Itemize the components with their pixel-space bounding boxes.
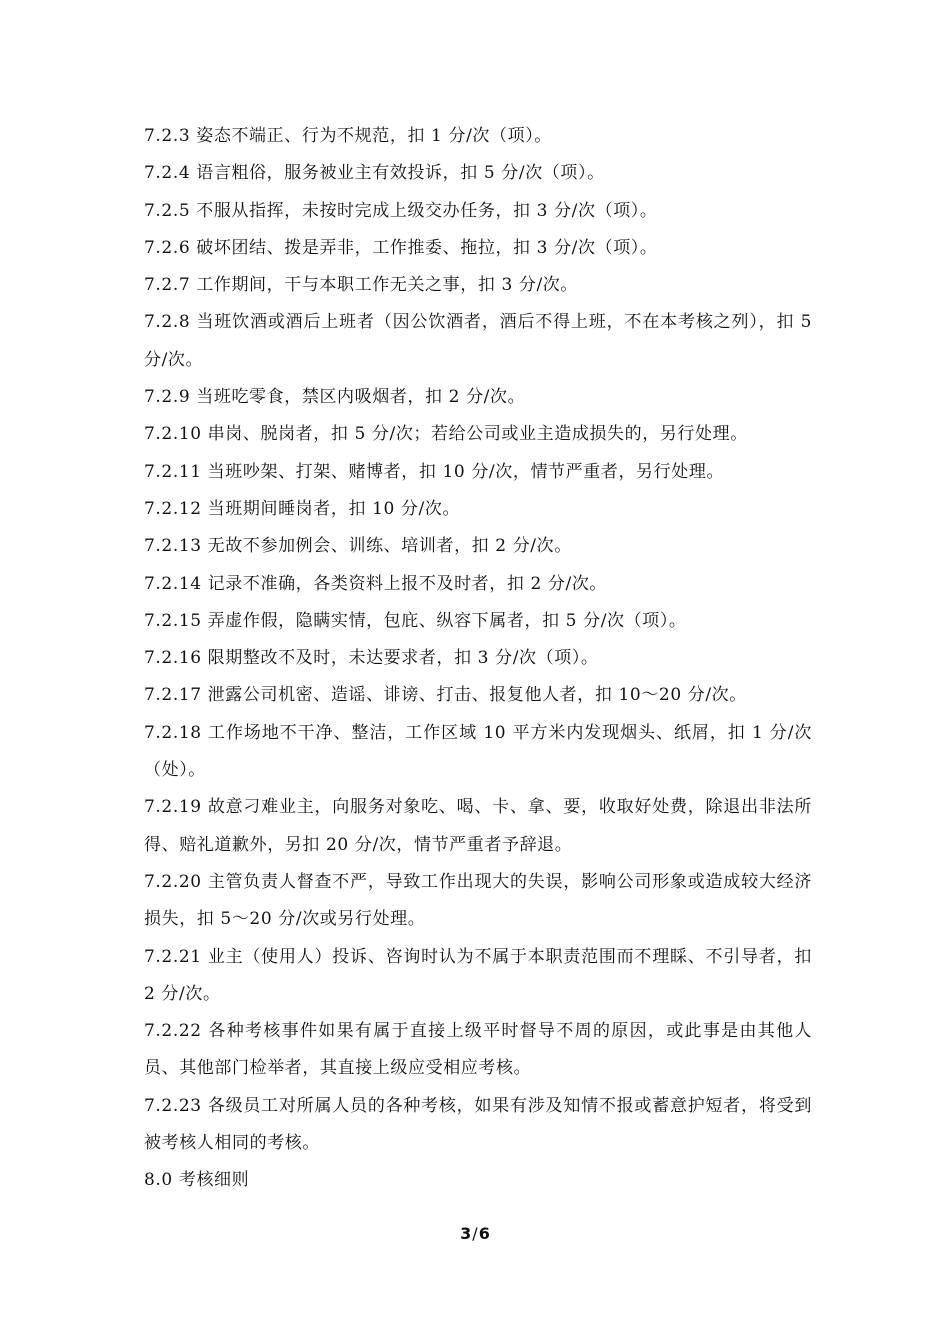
clause-7-2-23: 7.2.23 各级员工对所属人员的各种考核，如果有涉及知情不报或蓄意护短者，将受到被考核人相同的考核。 — [144, 1095, 812, 1154]
clause-7-2-5: 7.2.5 不服从指挥，未按时完成上级交办任务，扣 3 分/次（项）。 — [144, 200, 658, 221]
clause-7-2-13: 7.2.13 无故不参加例会、训练、培训者，扣 2 分/次。 — [144, 536, 572, 557]
clause-7-2-4: 7.2.4 语言粗俗，服务被业主有效投诉，扣 5 分/次（项）。 — [144, 163, 605, 184]
total-pages-number: 6 — [478, 1224, 490, 1243]
clause-7-2-20: 7.2.20 主管负责人督查不严，导致工作出现大的失误，影响公司形象或造成较大经济损失，扣 5～20 分/次或另行处理。 — [144, 871, 812, 930]
clause-7-2-17: 7.2.17 泄露公司机密、造谣、诽谤、打击、报复他人者，扣 10～20 分/次。 — [144, 685, 747, 706]
clause-7-2-11: 7.2.11 当班吵架、打架、赌博者，扣 10 分/次，情节严重者，另行处理。 — [144, 461, 725, 482]
clause-7-2-12: 7.2.12 当班期间睡岗者，扣 10 分/次。 — [144, 498, 461, 519]
clause-7-2-7: 7.2.7 工作期间，干与本职工作无关之事，扣 3 分/次。 — [144, 275, 579, 296]
clause-7-2-21: 7.2.21 业主（使用人）投诉、咨询时认为不属于本职责范围而不理睬、不引导者，扣 2 分/次。 — [144, 946, 812, 1004]
clause-7-2-9: 7.2.9 当班吃零食，禁区内吸烟者，扣 2 分/次。 — [144, 387, 526, 408]
clause-7-2-10: 7.2.10 串岗、脱岗者，扣 5 分/次；若给公司或业主造成损失的，另行处理。 — [144, 424, 748, 445]
clause-7-2-6: 7.2.6 破坏团结、拨是弄非，工作推委、拖拉，扣 3 分/次（项）。 — [144, 237, 658, 258]
clause-7-2-3: 7.2.3 姿态不端正、行为不规范，扣 1 分/次（项）。 — [144, 126, 552, 146]
section-heading-8-0: 8.0 考核细则 — [144, 1170, 250, 1191]
clause-7-2-16: 7.2.16 限期整改不及时，未达要求者，扣 3 分/次（项）。 — [144, 648, 599, 669]
clause-7-2-15: 7.2.15 弄虚作假，隐瞒实情，包庇、纵容下属者，扣 5 分/次（项）。 — [144, 610, 687, 631]
clause-7-2-18: 7.2.18 工作场地不干净、整洁，工作区域 10 平方米内发现烟头、纸屑，扣 1 分/次（处）。 — [144, 722, 812, 781]
page-separator: / — [472, 1224, 478, 1243]
page-number — [0, 1224, 950, 1243]
clause-7-2-22: 7.2.22 各种考核事件如果有属于直接上级平时督导不周的原因，或此事是由其他人员、其他部门检举者，其直接上级应受相应考核。 — [144, 1021, 812, 1079]
current-page-number: 3 — [460, 1224, 472, 1243]
document-body — [144, 118, 812, 1200]
clause-7-2-14: 7.2.14 记录不准确，各类资料上报不及时者，扣 2 分/次。 — [144, 573, 608, 594]
clause-7-2-8: 7.2.8 当班饮酒或酒后上班者（因公饮酒者，酒后不得上班，不在本考核之列），扣 5 分/次。 — [144, 312, 812, 370]
clause-7-2-19: 7.2.19 故意刁难业主，向服务对象吃、喝、卡、拿、要，收取好处费，除退出非法所得、赔礼道歉外，另扣 20 分/次，情节严重者予辞退。 — [144, 797, 812, 855]
